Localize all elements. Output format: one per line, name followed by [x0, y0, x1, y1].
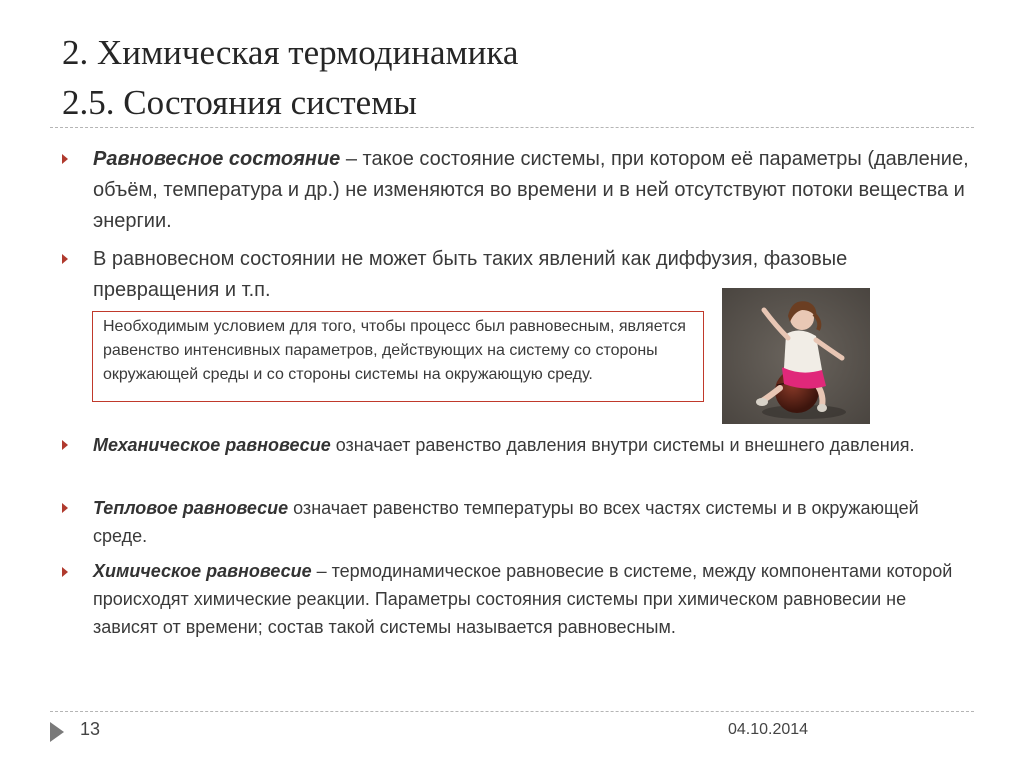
- footer-divider: [50, 711, 974, 712]
- item-term: Механическое равновесие: [93, 435, 331, 455]
- triangle-bullet-icon: [62, 254, 68, 264]
- item-text: – термодинамическое равновесие в системе, между компонентами которой происходят химические реакции. Параметры состояния системы при химическом равновесии не зависят от времени; состав такой системы называется равновесным.: [93, 561, 953, 637]
- title-line-1: 2. Химическая термодинамика: [62, 33, 519, 72]
- child-ball-photo: [722, 288, 870, 424]
- list-item: [93, 557, 963, 641]
- note-box: [92, 311, 704, 402]
- triangle-bullet-icon: [62, 440, 68, 450]
- list-item: [93, 494, 973, 550]
- title-divider: [50, 127, 974, 128]
- item-term: Химическое равновесие: [93, 561, 312, 581]
- triangle-bullet-icon: [62, 503, 68, 513]
- item-text: означает равенство давления внутри системы и внешнего давления.: [330, 435, 915, 455]
- item-term: Равновесное состояние: [93, 148, 341, 170]
- slide-date: 04.10.2014: [728, 721, 809, 738]
- list-item: [93, 431, 973, 459]
- page-number: 13: [80, 719, 101, 739]
- slide-title: [62, 28, 962, 128]
- title-line-2: 2.5. Состояния системы: [62, 83, 417, 122]
- item-text: означает равенство температуры во всех частях системы и в окружающей среде.: [93, 498, 919, 546]
- item-text: В равновесном состоянии не может быть таких явлений как диффузия, фазовые превращения и т.п.: [93, 248, 848, 301]
- play-arrow-icon: [50, 722, 64, 742]
- triangle-bullet-icon: [62, 567, 68, 577]
- triangle-bullet-icon: [62, 154, 68, 164]
- list-item: [93, 144, 973, 237]
- item-term: Тепловое равновесие: [93, 498, 289, 518]
- note-text: Необходимым условием для того, чтобы процесс был равновесным, является равенство интенсивных параметров, действующих на систему со стороны окружающей среды и со стороны системы на окружающую среду.: [103, 318, 686, 383]
- item-text: – такое состояние системы, при котором её параметры (давление, объём, температура и др.) не изменяются во времени и в ней отсутствуют потоки вещества и энергии.: [93, 148, 969, 232]
